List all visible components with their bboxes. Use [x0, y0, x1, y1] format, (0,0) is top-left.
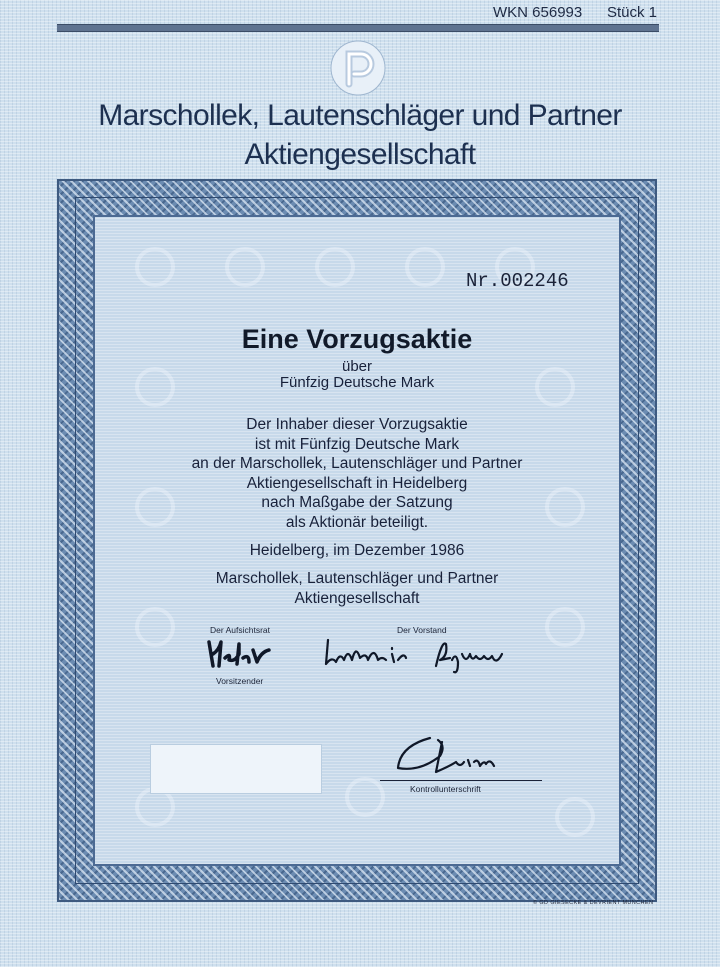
aufsichtsrat-signature-icon	[205, 636, 275, 672]
watermark-icon	[405, 247, 445, 287]
kontroll-label: Kontrollunterschrift	[410, 784, 481, 794]
watermark-icon	[135, 607, 175, 647]
place-date: Heidelberg, im Dezember 1986	[249, 542, 465, 559]
certificate-number: Nr.002246	[466, 270, 569, 292]
printer-imprint: © GD GIESECKE & DEVRIENT MÜNCHEN	[533, 900, 654, 906]
wkn-number: WKN 656993	[493, 4, 583, 21]
text-line: nach Maßgabe der Satzung	[261, 494, 453, 512]
text-line: Aktiengesellschaft in Heidelberg	[246, 474, 468, 492]
issuer-name: Marschollek, Lautenschläger und Partner	[215, 570, 499, 587]
company-legal-form: Aktiengesellschaft	[244, 138, 476, 171]
certificate-title: Eine Vorzugsaktie	[241, 324, 473, 354]
watermark-icon	[315, 247, 355, 287]
control-signature-line	[380, 780, 542, 781]
vorstand-label: Der Vorstand	[397, 625, 447, 635]
piece-count: Stück 1	[607, 4, 658, 21]
top-bar	[0, 0, 720, 22]
watermark-icon	[225, 247, 265, 287]
text-line: ist mit Fünfzig Deutsche Mark	[254, 435, 460, 453]
text-line: an der Marschollek, Lautenschläger und Partner	[191, 455, 523, 473]
text-line: als Aktionär beteiligt.	[285, 513, 429, 531]
vorstand-signature-1-icon	[322, 634, 412, 674]
company-logo-icon	[330, 40, 386, 96]
control-signature-icon	[390, 732, 520, 782]
nominal-value: Fünfzig Deutsche Mark	[279, 374, 435, 391]
vorsitzender-label: Vorsitzender	[216, 676, 264, 686]
text-line: Der Inhaber dieser Vorzugsaktie	[246, 416, 468, 433]
vorstand-signature-2-icon	[432, 636, 512, 678]
watermark-icon	[555, 797, 595, 837]
blank-field	[150, 744, 322, 794]
aufsichtsrat-label: Der Aufsichtsrat	[210, 625, 270, 635]
ueber-text: über	[341, 358, 373, 375]
company-name: Marschollek, Lautenschläger und Partner	[98, 99, 622, 132]
watermark-icon	[345, 777, 385, 817]
certificate-text	[93, 415, 621, 533]
watermark-icon	[545, 607, 585, 647]
top-rule	[57, 24, 659, 32]
watermark-icon	[135, 247, 175, 287]
issuer-legal-form: Aktiengesellschaft	[294, 590, 420, 607]
